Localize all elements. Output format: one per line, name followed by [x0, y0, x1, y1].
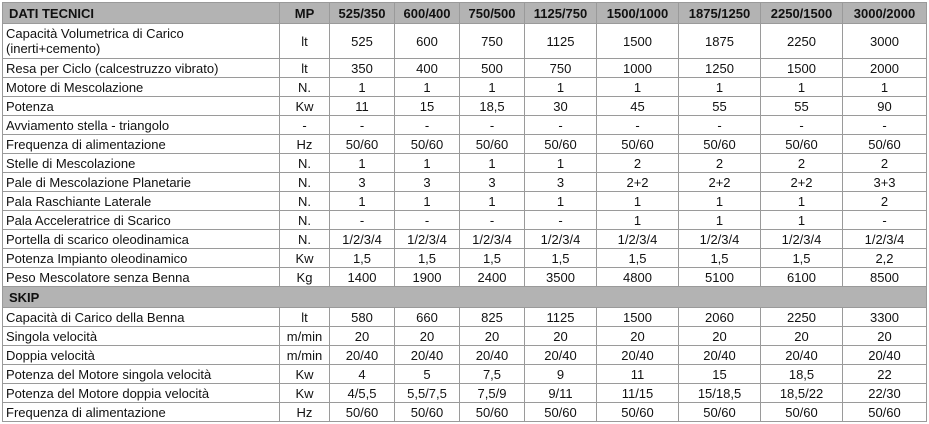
row-value: 90 — [843, 97, 927, 116]
row-value: - — [761, 116, 843, 135]
row-value: 20/40 — [330, 346, 395, 365]
row-value: 50/60 — [395, 135, 460, 154]
row-value: 50/60 — [679, 135, 761, 154]
table-row — [3, 230, 927, 249]
row-value: 18,5 — [761, 365, 843, 384]
row-value: 1,5 — [395, 249, 460, 268]
row-value: 50/60 — [525, 135, 597, 154]
row-value: 5 — [395, 365, 460, 384]
row-value: 2000 — [843, 59, 927, 78]
row-value: 50/60 — [597, 135, 679, 154]
row-value: 18,5 — [460, 97, 525, 116]
table-row — [3, 135, 927, 154]
row-value: 2060 — [679, 308, 761, 327]
header-model: 525/350 — [330, 3, 395, 24]
row-unit: lt — [280, 59, 330, 78]
row-label: Potenza Impianto oleodinamico — [3, 249, 280, 268]
row-value: - — [460, 116, 525, 135]
table-row — [3, 211, 927, 230]
row-value: 2250 — [761, 24, 843, 59]
row-value: 1 — [460, 192, 525, 211]
row-value: 50/60 — [330, 403, 395, 422]
row-value: 30 — [525, 97, 597, 116]
row-value: 600 — [395, 24, 460, 59]
row-value: 11/15 — [597, 384, 679, 403]
row-value: 50/60 — [843, 135, 927, 154]
header-model: 1125/750 — [525, 3, 597, 24]
row-value: 3500 — [525, 268, 597, 287]
table-row — [3, 268, 927, 287]
row-value: 1,5 — [761, 249, 843, 268]
row-value: 1500 — [761, 59, 843, 78]
row-value: 50/60 — [395, 403, 460, 422]
row-value: - — [679, 116, 761, 135]
row-unit: Kg — [280, 268, 330, 287]
row-value: 7,5/9 — [460, 384, 525, 403]
row-value: 3300 — [843, 308, 927, 327]
row-label: Doppia velocità — [3, 346, 280, 365]
row-value: 20 — [597, 327, 679, 346]
table-row — [3, 192, 927, 211]
row-value: 50/60 — [597, 403, 679, 422]
row-value: 500 — [460, 59, 525, 78]
row-value: 50/60 — [761, 135, 843, 154]
row-unit: Kw — [280, 365, 330, 384]
row-value: 6100 — [761, 268, 843, 287]
row-unit: N. — [280, 192, 330, 211]
row-value: 7,5 — [460, 365, 525, 384]
row-value: 1 — [597, 192, 679, 211]
row-value: 1 — [395, 154, 460, 173]
table-row — [3, 365, 927, 384]
table-row — [3, 24, 927, 59]
row-unit: m/min — [280, 327, 330, 346]
row-value: 1 — [761, 192, 843, 211]
table-row — [3, 154, 927, 173]
row-value: - — [525, 211, 597, 230]
row-value: 22 — [843, 365, 927, 384]
row-value: 1/2/3/4 — [597, 230, 679, 249]
row-label: Portella di scarico oleodinamica — [3, 230, 280, 249]
row-label: Capacità di Carico della Benna — [3, 308, 280, 327]
row-value: 1400 — [330, 268, 395, 287]
row-label: Avviamento stella - triangolo — [3, 116, 280, 135]
row-value: 3 — [395, 173, 460, 192]
row-value: 8500 — [843, 268, 927, 287]
table-row — [3, 346, 927, 365]
row-value: 1 — [679, 211, 761, 230]
row-label: Stelle di Mescolazione — [3, 154, 280, 173]
table-row — [3, 384, 927, 403]
row-value: 1,5 — [597, 249, 679, 268]
row-value: 1 — [460, 154, 525, 173]
row-value: 20 — [525, 327, 597, 346]
row-label: Peso Mescolatore senza Benna — [3, 268, 280, 287]
row-label: Singola velocità — [3, 327, 280, 346]
row-value: 1 — [843, 78, 927, 97]
row-unit: N. — [280, 78, 330, 97]
row-value: 3 — [525, 173, 597, 192]
row-value: 9/11 — [525, 384, 597, 403]
row-value: 1875 — [679, 24, 761, 59]
row-value: 2250 — [761, 308, 843, 327]
row-value: 5100 — [679, 268, 761, 287]
row-value: 1/2/3/4 — [525, 230, 597, 249]
row-value: 50/60 — [761, 403, 843, 422]
row-value: 1125 — [525, 308, 597, 327]
table-row — [3, 403, 927, 422]
row-value: 525 — [330, 24, 395, 59]
row-value: 3 — [330, 173, 395, 192]
row-value: 3000 — [843, 24, 927, 59]
row-value: 1/2/3/4 — [761, 230, 843, 249]
row-value: 50/60 — [460, 403, 525, 422]
row-value: 5,5/7,5 — [395, 384, 460, 403]
row-value: 2+2 — [679, 173, 761, 192]
row-value: 1 — [330, 78, 395, 97]
row-value: 55 — [761, 97, 843, 116]
row-value: 20/40 — [460, 346, 525, 365]
row-value: 1/2/3/4 — [330, 230, 395, 249]
row-unit: N. — [280, 230, 330, 249]
row-value: 1 — [525, 192, 597, 211]
row-value: 4800 — [597, 268, 679, 287]
row-value: 2 — [843, 192, 927, 211]
row-value: 1 — [597, 211, 679, 230]
row-label: Pale di Mescolazione Planetarie — [3, 173, 280, 192]
row-value: 660 — [395, 308, 460, 327]
row-value: 22/30 — [843, 384, 927, 403]
row-value: - — [597, 116, 679, 135]
row-value: 2400 — [460, 268, 525, 287]
row-value: 400 — [395, 59, 460, 78]
row-value: 20/40 — [525, 346, 597, 365]
row-value: 20 — [843, 327, 927, 346]
row-value: 20 — [330, 327, 395, 346]
row-unit: Hz — [280, 135, 330, 154]
row-value: 20/40 — [843, 346, 927, 365]
row-value: - — [843, 211, 927, 230]
row-value: 55 — [679, 97, 761, 116]
row-value: 2 — [597, 154, 679, 173]
row-value: - — [843, 116, 927, 135]
row-value: 15 — [395, 97, 460, 116]
row-value: 4/5,5 — [330, 384, 395, 403]
header-model: 2250/1500 — [761, 3, 843, 24]
row-value: 1/2/3/4 — [843, 230, 927, 249]
row-value: 50/60 — [330, 135, 395, 154]
row-value: 750 — [525, 59, 597, 78]
row-value: 3+3 — [843, 173, 927, 192]
row-value: 1 — [460, 78, 525, 97]
row-value: 20/40 — [597, 346, 679, 365]
row-unit: lt — [280, 308, 330, 327]
row-value: 15/18,5 — [679, 384, 761, 403]
row-value: 50/60 — [460, 135, 525, 154]
row-value: 750 — [460, 24, 525, 59]
header-model: 3000/2000 — [843, 3, 927, 24]
row-label: Frequenza di alimentazione — [3, 135, 280, 154]
row-value: 45 — [597, 97, 679, 116]
row-value: 2 — [761, 154, 843, 173]
row-unit: m/min — [280, 346, 330, 365]
table-header-row — [3, 3, 927, 24]
row-value: 580 — [330, 308, 395, 327]
row-value: 11 — [597, 365, 679, 384]
row-value: 825 — [460, 308, 525, 327]
main-rows — [3, 24, 927, 287]
row-value: 1,5 — [330, 249, 395, 268]
row-value: - — [330, 116, 395, 135]
header-model: 1875/1250 — [679, 3, 761, 24]
row-value: 2+2 — [761, 173, 843, 192]
row-value: 1250 — [679, 59, 761, 78]
table-row — [3, 173, 927, 192]
row-value: 2 — [679, 154, 761, 173]
row-value: 1500 — [597, 24, 679, 59]
row-value: 1 — [761, 78, 843, 97]
row-value: 20 — [460, 327, 525, 346]
table-row — [3, 249, 927, 268]
row-value: - — [395, 211, 460, 230]
section-row-skip — [3, 287, 927, 308]
row-unit: Kw — [280, 97, 330, 116]
row-unit: N. — [280, 211, 330, 230]
row-value: 1 — [525, 78, 597, 97]
row-value: 50/60 — [525, 403, 597, 422]
row-value: 1 — [679, 78, 761, 97]
row-unit: Kw — [280, 249, 330, 268]
row-label: Potenza — [3, 97, 280, 116]
row-value: 1 — [330, 154, 395, 173]
row-value: 15 — [679, 365, 761, 384]
row-value: 1/2/3/4 — [460, 230, 525, 249]
row-value: 4 — [330, 365, 395, 384]
technical-data-table — [2, 2, 927, 422]
row-value: 1/2/3/4 — [395, 230, 460, 249]
row-label: Pala Acceleratrice di Scarico — [3, 211, 280, 230]
row-unit: lt — [280, 24, 330, 59]
row-value: - — [330, 211, 395, 230]
row-value: 2+2 — [597, 173, 679, 192]
row-label: Capacità Volumetrica di Carico (inerti+cemento) — [3, 24, 280, 59]
row-value: - — [525, 116, 597, 135]
row-value: 1 — [597, 78, 679, 97]
header-model: 750/500 — [460, 3, 525, 24]
row-value: - — [395, 116, 460, 135]
row-value: 1000 — [597, 59, 679, 78]
table-row — [3, 97, 927, 116]
row-value: 1 — [525, 154, 597, 173]
header-title: DATI TECNICI — [3, 3, 280, 24]
header-model: 600/400 — [395, 3, 460, 24]
row-unit: N. — [280, 154, 330, 173]
row-value: - — [460, 211, 525, 230]
row-value: 1,5 — [460, 249, 525, 268]
section-title: SKIP — [3, 287, 927, 308]
row-value: 50/60 — [843, 403, 927, 422]
table-row — [3, 59, 927, 78]
row-value: 11 — [330, 97, 395, 116]
row-label: Potenza del Motore doppia velocità — [3, 384, 280, 403]
row-label: Motore di Mescolazione — [3, 78, 280, 97]
table-row — [3, 308, 927, 327]
header-unit: MP — [280, 3, 330, 24]
row-value: 350 — [330, 59, 395, 78]
row-label: Resa per Ciclo (calcestruzzo vibrato) — [3, 59, 280, 78]
row-value: 20 — [761, 327, 843, 346]
row-value: 9 — [525, 365, 597, 384]
row-value: 1125 — [525, 24, 597, 59]
row-label: Pala Raschiante Laterale — [3, 192, 280, 211]
row-value: 2 — [843, 154, 927, 173]
row-value: 3 — [460, 173, 525, 192]
row-value: 20 — [679, 327, 761, 346]
row-value: 50/60 — [679, 403, 761, 422]
row-value: 1500 — [597, 308, 679, 327]
row-value: 1/2/3/4 — [679, 230, 761, 249]
row-value: 1900 — [395, 268, 460, 287]
row-unit: - — [280, 116, 330, 135]
row-unit: Kw — [280, 384, 330, 403]
row-value: 20/40 — [761, 346, 843, 365]
row-value: 1 — [679, 192, 761, 211]
row-value: 18,5/22 — [761, 384, 843, 403]
row-value: 1,5 — [525, 249, 597, 268]
row-value: 1,5 — [679, 249, 761, 268]
skip-rows — [3, 308, 927, 422]
row-value: 2,2 — [843, 249, 927, 268]
header-model: 1500/1000 — [597, 3, 679, 24]
table-row — [3, 78, 927, 97]
row-value: 1 — [395, 192, 460, 211]
row-unit: N. — [280, 173, 330, 192]
row-value: 1 — [395, 78, 460, 97]
table-row — [3, 327, 927, 346]
row-value: 20/40 — [679, 346, 761, 365]
row-label: Frequenza di alimentazione — [3, 403, 280, 422]
row-value: 20/40 — [395, 346, 460, 365]
row-value: 1 — [330, 192, 395, 211]
row-value: 20 — [395, 327, 460, 346]
row-label: Potenza del Motore singola velocità — [3, 365, 280, 384]
table-row — [3, 116, 927, 135]
row-value: 1 — [761, 211, 843, 230]
row-unit: Hz — [280, 403, 330, 422]
